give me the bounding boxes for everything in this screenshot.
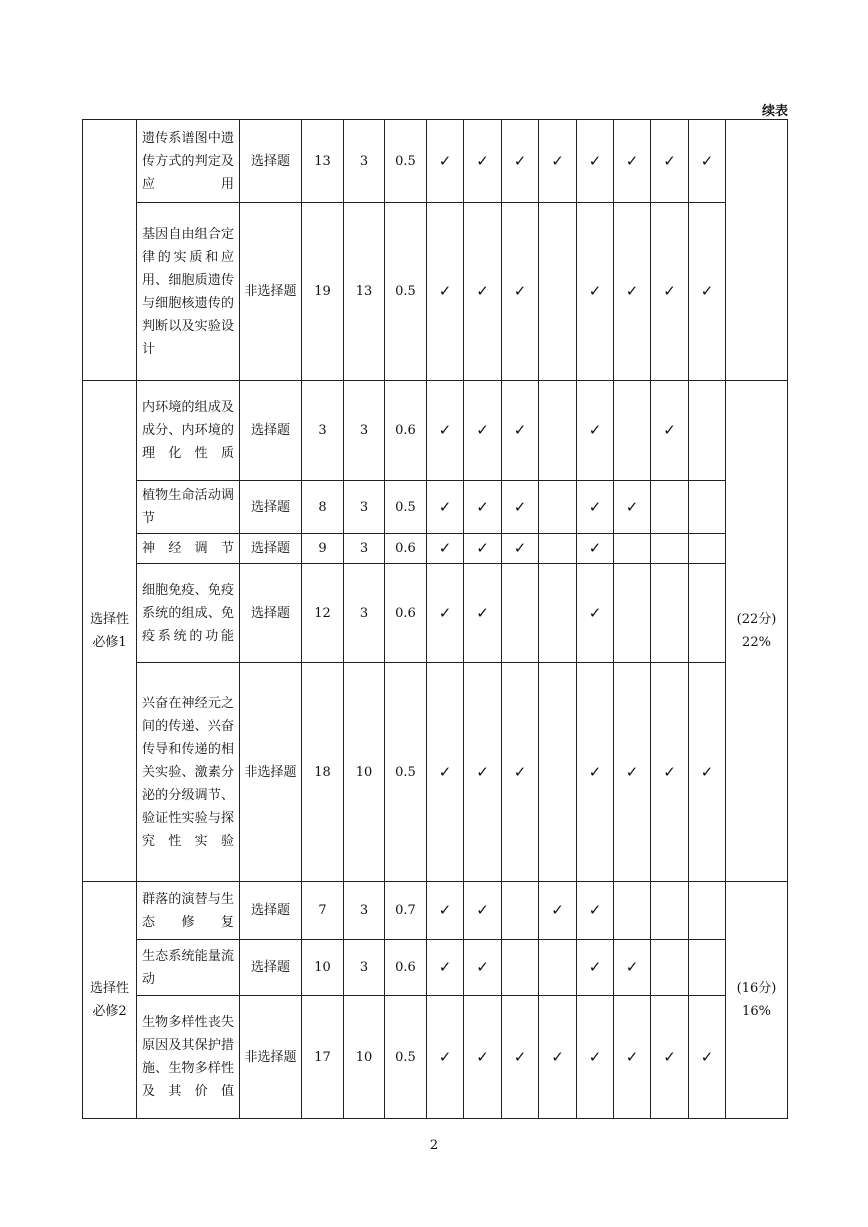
checkmark-icon: ✓ xyxy=(700,151,714,170)
empty-mark-cell xyxy=(614,381,651,481)
question-number-cell: 19 xyxy=(302,203,344,381)
empty-mark-cell xyxy=(689,940,726,996)
checkmark-icon: ✓ xyxy=(438,151,452,170)
points-cell: 3 xyxy=(344,534,385,564)
table-row xyxy=(83,663,788,882)
checkmark-icon: ✓ xyxy=(551,1047,564,1066)
points-cell: 13 xyxy=(344,203,385,381)
checkmark-icon: ✓ xyxy=(476,282,489,300)
checkmark-cell xyxy=(464,940,502,996)
empty-mark-cell xyxy=(689,564,726,663)
points-cell: 3 xyxy=(344,120,385,203)
checkmark-cell xyxy=(577,663,614,882)
checkmark-cell xyxy=(502,381,539,481)
question-number-cell: 17 xyxy=(302,996,344,1119)
checkmark-cell xyxy=(689,120,726,203)
empty-mark-cell xyxy=(689,882,726,940)
table-row xyxy=(83,203,788,381)
empty-mark-cell xyxy=(614,534,651,564)
checkmark-icon: ✓ xyxy=(476,762,489,781)
checkmark-cell xyxy=(614,120,651,203)
question-type-cell: 选择题 xyxy=(240,381,302,481)
checkmark-icon: ✓ xyxy=(513,421,527,439)
checkmark-cell xyxy=(539,996,577,1119)
points-cell: 10 xyxy=(344,996,385,1119)
checkmark-cell xyxy=(614,203,651,381)
checkmark-icon: ✓ xyxy=(625,958,639,976)
checkmark-icon: ✓ xyxy=(588,151,602,170)
points-cell: 10 xyxy=(344,663,385,882)
checkmark-icon: ✓ xyxy=(438,762,452,781)
checkmark-cell xyxy=(464,663,502,882)
checkmark-cell xyxy=(502,203,539,381)
table-row xyxy=(83,481,788,534)
checkmark-icon: ✓ xyxy=(588,282,602,300)
checkmark-cell xyxy=(502,481,539,534)
checkmark-icon: ✓ xyxy=(513,282,527,300)
module-score: (22分) 22% xyxy=(736,612,777,650)
empty-mark-cell xyxy=(539,663,577,882)
empty-mark-cell xyxy=(539,381,577,481)
difficulty-cell: 0.5 xyxy=(385,120,427,203)
checkmark-icon: ✓ xyxy=(588,958,602,976)
module-score: (16分) 16% xyxy=(736,981,777,1019)
checkmark-cell xyxy=(464,481,502,534)
checkmark-icon: ✓ xyxy=(438,1047,452,1066)
table-row xyxy=(83,534,788,564)
checkmark-cell xyxy=(464,996,502,1119)
empty-mark-cell xyxy=(502,564,539,663)
checkmark-icon: ✓ xyxy=(476,1047,489,1066)
module-score-cell xyxy=(726,381,788,882)
checkmark-icon: ✓ xyxy=(588,497,602,516)
difficulty-cell: 0.7 xyxy=(385,882,427,940)
module-name-cell xyxy=(83,120,137,381)
topic-cell: 生物多样性丧失原因及其保护措施、生物多样性及其价值 xyxy=(137,996,240,1119)
checkmark-icon: ✓ xyxy=(588,1047,602,1066)
topic-cell: 神经调节 xyxy=(137,534,240,564)
checkmark-icon: ✓ xyxy=(700,1047,714,1066)
checkmark-icon: ✓ xyxy=(625,497,639,516)
empty-mark-cell xyxy=(651,481,689,534)
points-cell: 3 xyxy=(344,882,385,940)
empty-mark-cell xyxy=(689,534,726,564)
difficulty-cell: 0.6 xyxy=(385,940,427,996)
empty-mark-cell xyxy=(614,882,651,940)
question-number-cell: 12 xyxy=(302,564,344,663)
checkmark-icon: ✓ xyxy=(700,282,714,300)
empty-mark-cell xyxy=(502,882,539,940)
empty-mark-cell xyxy=(651,940,689,996)
checkmark-icon: ✓ xyxy=(476,497,489,516)
module-name-cell xyxy=(83,381,137,882)
question-type-cell: 非选择题 xyxy=(240,996,302,1119)
table-body xyxy=(83,120,788,1119)
checkmark-cell xyxy=(427,663,464,882)
question-type-cell: 选择题 xyxy=(240,940,302,996)
empty-mark-cell xyxy=(539,534,577,564)
checkmark-cell xyxy=(577,120,614,203)
empty-mark-cell xyxy=(651,882,689,940)
module-score-cell xyxy=(726,120,788,381)
empty-mark-cell xyxy=(651,564,689,663)
difficulty-cell: 0.6 xyxy=(385,534,427,564)
checkmark-icon: ✓ xyxy=(438,958,452,976)
checkmark-icon: ✓ xyxy=(476,958,489,976)
topic-cell: 细胞免疫、免疫系统的组成、免疫系统的功能 xyxy=(137,564,240,663)
checkmark-icon: ✓ xyxy=(588,539,602,557)
checkmark-icon: ✓ xyxy=(438,421,452,439)
checkmark-icon: ✓ xyxy=(663,762,676,781)
module-name: 选择性 必修1 xyxy=(89,612,129,650)
empty-mark-cell xyxy=(539,564,577,663)
table-row xyxy=(83,564,788,663)
exam-spec-table xyxy=(82,119,788,1119)
points-cell: 3 xyxy=(344,381,385,481)
difficulty-cell: 0.6 xyxy=(385,564,427,663)
page-number: 2 xyxy=(429,1138,439,1153)
checkmark-icon: ✓ xyxy=(588,901,602,919)
difficulty-cell: 0.6 xyxy=(385,381,427,481)
checkmark-cell xyxy=(689,996,726,1119)
checkmark-icon: ✓ xyxy=(663,421,676,439)
checkmark-icon: ✓ xyxy=(438,603,452,622)
question-type-cell: 选择题 xyxy=(240,534,302,564)
table-row xyxy=(83,381,788,481)
checkmark-cell xyxy=(427,564,464,663)
difficulty-cell: 0.5 xyxy=(385,996,427,1119)
checkmark-cell xyxy=(577,940,614,996)
checkmark-cell xyxy=(502,534,539,564)
checkmark-cell xyxy=(427,996,464,1119)
checkmark-cell xyxy=(427,381,464,481)
table-row xyxy=(83,120,788,203)
checkmark-cell xyxy=(651,120,689,203)
table-row xyxy=(83,940,788,996)
module-name-cell xyxy=(83,882,137,1119)
checkmark-cell xyxy=(577,882,614,940)
checkmark-cell xyxy=(502,663,539,882)
checkmark-icon: ✓ xyxy=(476,901,489,919)
checkmark-cell xyxy=(464,534,502,564)
empty-mark-cell xyxy=(539,481,577,534)
checkmark-cell xyxy=(427,203,464,381)
checkmark-icon: ✓ xyxy=(438,539,452,557)
continued-table-label: 续表 xyxy=(761,104,788,119)
empty-mark-cell xyxy=(689,481,726,534)
checkmark-icon: ✓ xyxy=(625,762,639,781)
checkmark-cell xyxy=(427,534,464,564)
checkmark-cell xyxy=(539,882,577,940)
checkmark-icon: ✓ xyxy=(476,151,489,170)
checkmark-icon: ✓ xyxy=(438,497,452,516)
question-number-cell: 7 xyxy=(302,882,344,940)
checkmark-cell xyxy=(577,481,614,534)
checkmark-icon: ✓ xyxy=(588,421,602,439)
checkmark-cell xyxy=(689,663,726,882)
checkmark-cell xyxy=(427,481,464,534)
points-cell: 3 xyxy=(344,564,385,663)
checkmark-cell xyxy=(577,996,614,1119)
checkmark-cell xyxy=(464,203,502,381)
question-number-cell: 13 xyxy=(302,120,344,203)
checkmark-cell xyxy=(502,996,539,1119)
points-cell: 3 xyxy=(344,940,385,996)
question-number-cell: 9 xyxy=(302,534,344,564)
topic-cell: 遗传系谱图中遗传方式的判定及应用 xyxy=(137,120,240,203)
module-score-cell xyxy=(726,882,788,1119)
empty-mark-cell xyxy=(539,203,577,381)
question-type-cell: 非选择题 xyxy=(240,663,302,882)
question-type-cell: 选择题 xyxy=(240,120,302,203)
checkmark-icon: ✓ xyxy=(513,762,527,781)
checkmark-icon: ✓ xyxy=(588,762,602,781)
checkmark-cell xyxy=(427,882,464,940)
checkmark-cell xyxy=(427,940,464,996)
checkmark-icon: ✓ xyxy=(513,497,527,516)
question-number-cell: 18 xyxy=(302,663,344,882)
table-row xyxy=(83,882,788,940)
topic-cell: 基因自由组合定律的实质和应用、细胞质遗传与细胞核遗传的判断以及实验设计 xyxy=(137,203,240,381)
checkmark-icon: ✓ xyxy=(551,901,564,919)
difficulty-cell: 0.5 xyxy=(385,663,427,882)
checkmark-cell xyxy=(577,381,614,481)
topic-cell: 植物生命活动调节 xyxy=(137,481,240,534)
checkmark-cell xyxy=(614,481,651,534)
checkmark-cell xyxy=(577,203,614,381)
question-number-cell: 8 xyxy=(302,481,344,534)
topic-cell: 群落的演替与生态修复 xyxy=(137,882,240,940)
module-name: 选择性 必修2 xyxy=(89,981,129,1019)
checkmark-cell xyxy=(689,203,726,381)
difficulty-cell: 0.5 xyxy=(385,203,427,381)
checkmark-icon: ✓ xyxy=(625,1047,639,1066)
checkmark-cell xyxy=(464,120,502,203)
checkmark-icon: ✓ xyxy=(476,539,489,557)
checkmark-icon: ✓ xyxy=(438,901,452,919)
topic-cell: 兴奋在神经元之间的传递、兴奋传导和传递的相关实验、激素分泌的分级调节、验证性实验与探究性实验 xyxy=(137,663,240,882)
topic-cell: 内环境的组成及成分、内环境的理化性质 xyxy=(137,381,240,481)
checkmark-icon: ✓ xyxy=(588,603,602,622)
empty-mark-cell xyxy=(651,534,689,564)
question-number-cell: 10 xyxy=(302,940,344,996)
checkmark-icon: ✓ xyxy=(513,1047,527,1066)
checkmark-cell xyxy=(577,534,614,564)
checkmark-cell xyxy=(651,996,689,1119)
checkmark-icon: ✓ xyxy=(513,151,527,170)
question-type-cell: 选择题 xyxy=(240,882,302,940)
checkmark-cell xyxy=(651,663,689,882)
question-type-cell: 选择题 xyxy=(240,481,302,534)
checkmark-cell xyxy=(539,120,577,203)
checkmark-cell xyxy=(651,381,689,481)
checkmark-icon: ✓ xyxy=(513,539,527,557)
checkmark-cell xyxy=(614,940,651,996)
checkmark-cell xyxy=(502,120,539,203)
checkmark-icon: ✓ xyxy=(551,151,564,170)
table-row xyxy=(83,996,788,1119)
checkmark-icon: ✓ xyxy=(476,421,489,439)
topic-cell: 生态系统能量流动 xyxy=(137,940,240,996)
checkmark-cell xyxy=(427,120,464,203)
empty-mark-cell xyxy=(502,940,539,996)
checkmark-icon: ✓ xyxy=(663,282,676,300)
difficulty-cell: 0.5 xyxy=(385,481,427,534)
checkmark-icon: ✓ xyxy=(700,762,714,781)
question-number-cell: 3 xyxy=(302,381,344,481)
checkmark-icon: ✓ xyxy=(625,282,639,300)
checkmark-cell xyxy=(577,564,614,663)
checkmark-icon: ✓ xyxy=(476,603,489,622)
checkmark-icon: ✓ xyxy=(663,151,676,170)
checkmark-cell xyxy=(464,882,502,940)
checkmark-cell xyxy=(614,996,651,1119)
question-type-cell: 非选择题 xyxy=(240,203,302,381)
checkmark-icon: ✓ xyxy=(663,1047,676,1066)
checkmark-icon: ✓ xyxy=(625,151,639,170)
checkmark-icon: ✓ xyxy=(438,282,452,300)
checkmark-cell xyxy=(464,381,502,481)
empty-mark-cell xyxy=(614,564,651,663)
points-cell: 3 xyxy=(344,481,385,534)
question-type-cell: 选择题 xyxy=(240,564,302,663)
checkmark-cell xyxy=(651,203,689,381)
empty-mark-cell xyxy=(689,381,726,481)
checkmark-cell xyxy=(464,564,502,663)
checkmark-cell xyxy=(614,663,651,882)
empty-mark-cell xyxy=(539,940,577,996)
